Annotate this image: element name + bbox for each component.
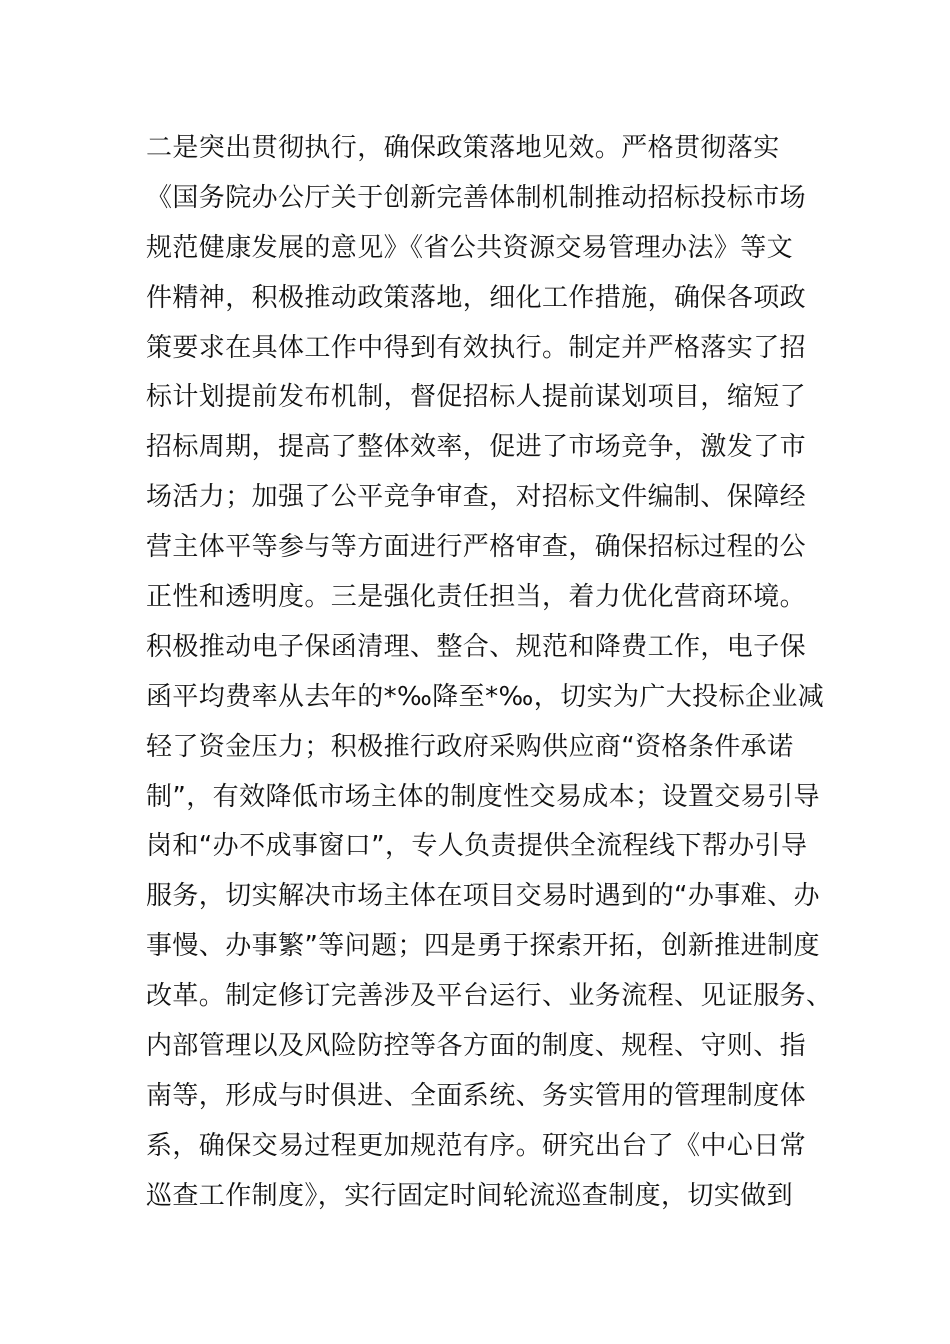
body-text (146, 124, 833, 1222)
text-line: 二是突出贯彻执行，确保政策落地见效。严格贯彻落实 (146, 133, 780, 163)
text-line: 《国务院办公厅关于创新完善体制机制推动招标投标市场 (146, 182, 807, 213)
text-line: 南等，形成与时俱进、全面系统、务实管用的管理制度体 (146, 1080, 807, 1111)
text-line: 系，确保交易过程更加规范有序。研究出台了《中心日常 (146, 1130, 807, 1161)
text-line: 函平均费率从去年的*‰降至*‰，切实为广大投标企业减 (146, 681, 825, 712)
text-line: 改革。制定修订完善涉及平台运行、业务流程、见证服务、 (146, 981, 833, 1012)
text-line: 正性和透明度。三是强化责任担当，着力优化营商环境。 (146, 582, 807, 613)
text-line: 巡查工作制度》，实行固定时间轮流巡查制度，切实做到 (146, 1180, 794, 1211)
text-line: 服务，切实解决市场主体在项目交易时遇到的“办事难、办 (146, 881, 820, 912)
text-line: 事慢、办事繁”等问题；四是勇于探索开拓，创新推进制度 (146, 931, 820, 962)
text-line: 招标周期，提高了整体效率，促进了市场竞争，激发了市 (146, 432, 807, 463)
text-line: 标计划提前发布机制，督促招标人提前谋划项目，缩短了 (146, 382, 807, 413)
text-line: 岗和“办不成事窗口”，专人负责提供全流程线下帮办引导 (146, 831, 808, 862)
text-line: 场活力；加强了公平竞争审查，对招标文件编制、保障经 (146, 482, 807, 513)
text-line: 营主体平等参与等方面进行严格审查，确保招标过程的公 (146, 532, 807, 563)
text-line: 制”，有效降低市场主体的制度性交易成本；设置交易引导 (146, 781, 820, 812)
text-line: 内部管理以及风险防控等各方面的制度、规程、守则、指 (146, 1031, 807, 1062)
text-line: 规范健康发展的意见》《省公共资源交易管理办法》等文 (146, 232, 794, 263)
text-line: 轻了资金压力；积极推行政府采购供应商“资格条件承诺 (146, 731, 794, 762)
text-line: 策要求在具体工作中得到有效执行。制定并严格落实了招 (146, 332, 807, 363)
text-line: 积极推动电子保函清理、整合、规范和降费工作，电子保 (146, 631, 807, 662)
text-line: 件精神，积极推动政策落地，细化工作措施，确保各项政 (146, 282, 807, 313)
